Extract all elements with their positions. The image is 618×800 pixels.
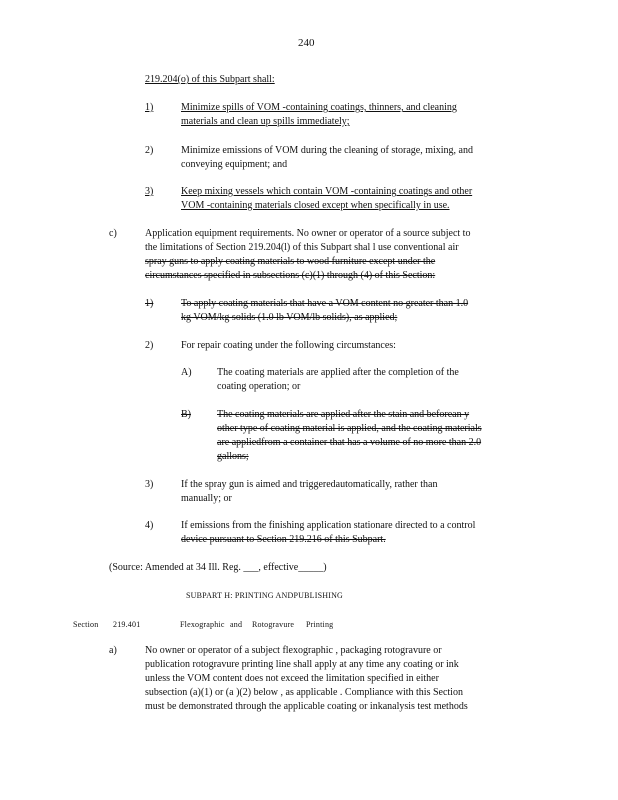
list-item-text-struck: To apply coating materials that have a VOM content no greater than 1.0: [181, 298, 469, 309]
section-heading-title: Flexographic: [180, 620, 225, 629]
section-c-text-struck: spray guns to apply coating materials to wood furniture except under the: [145, 256, 436, 267]
list-item-text: If emissions from the finishing application stationare directed to a control: [181, 520, 476, 531]
section-heading-number: 219.401: [113, 620, 141, 629]
section-a-text: No owner or operator of a subject flexographic , packaging rotogravure or: [145, 645, 442, 656]
list-item-text: VOM -containing materials closed except when specifically in use.: [181, 200, 450, 211]
section-c-text: the limitations of Section 219.204(l) of this Subpart shal l use conventional air: [145, 242, 459, 253]
intro-line: 219.204(o) of this Subpart shall:: [145, 74, 275, 85]
section-c-label: c): [109, 228, 117, 239]
section-c-text-struck: circumstances specified in subsections (c)(1) through (4) of this Section:: [145, 270, 436, 281]
sublist-item-letter: B): [181, 409, 191, 420]
subpart-heading: SUBPART H: PRINTING ANDPUBLISHING: [186, 591, 344, 600]
list-item-number: 1): [145, 298, 154, 309]
list-item-number: 2): [145, 145, 154, 156]
list-item-text: If the spray gun is aimed and triggeredautomatically, rather than: [181, 479, 438, 490]
sublist-item-text-struck: The coating materials are applied after the stain and beforean y: [217, 409, 470, 420]
list-item-text: Minimize spills of VOM -containing coatings, thinners, and cleaning: [181, 102, 457, 113]
sublist-item-text: The coating materials are applied after the completion of the: [217, 367, 459, 378]
sublist-item-text-struck: are appliedfrom a container that has a volume of no more than 2.0: [217, 437, 482, 448]
list-item-text: For repair coating under the following circumstances:: [181, 340, 396, 351]
source-note: (Source: Amended at 34 Ill. Reg. ___, effective_____): [109, 562, 327, 573]
section-heading-title: Printing: [306, 620, 334, 629]
list-item-text: Keep mixing vessels which contain VOM -containing coatings and other: [181, 186, 473, 197]
section-a-text: must be demonstrated through the applicable coating or inkanalysis test methods: [145, 701, 468, 712]
section-a-text: subsection (a)(1) or (a )(2) below , as applicable . Compliance with this Section: [145, 687, 463, 698]
list-item-number: 1): [145, 102, 154, 113]
sublist-item-text-struck: other type of coating material is applied, and the coating materials: [217, 423, 482, 434]
list-item-text-struck: device pursuant to Section 219.216 of this Subpart.: [181, 534, 386, 545]
section-c-text: Application equipment requirements. No owner or operator of a source subject to: [145, 228, 471, 239]
list-item-text-struck: kg VOM/kg solids (1.0 lb VOM/lb solids), as applied;: [181, 312, 398, 323]
sublist-item-text-struck: gallons;: [217, 451, 249, 462]
list-item-number: 3): [145, 186, 154, 197]
section-a-text: publication rotogravure printing line shall apply at any time any coating or ink: [145, 659, 459, 670]
sublist-item-text: coating operation; or: [217, 381, 301, 392]
section-heading-title: Rotogravure: [252, 620, 295, 629]
list-item-number: 2): [145, 340, 154, 351]
sublist-item-letter: A): [181, 367, 192, 378]
section-a-label: a): [109, 645, 117, 656]
list-item-number: 4): [145, 520, 154, 531]
list-item-text: conveying equipment; and: [181, 159, 288, 170]
section-a-text: unless the VOM content does not exceed the limitation specified in either: [145, 673, 439, 684]
list-item-number: 3): [145, 479, 154, 490]
list-item-text: manually; or: [181, 493, 232, 504]
section-heading-title: and: [230, 620, 243, 629]
list-item-text: materials and clean up spills immediately;: [181, 116, 350, 127]
list-item-text: Minimize emissions of VOM during the cleaning of storage, mixing, and: [181, 145, 473, 156]
page-number: 240: [298, 37, 315, 49]
section-heading-word: Section: [73, 620, 99, 629]
